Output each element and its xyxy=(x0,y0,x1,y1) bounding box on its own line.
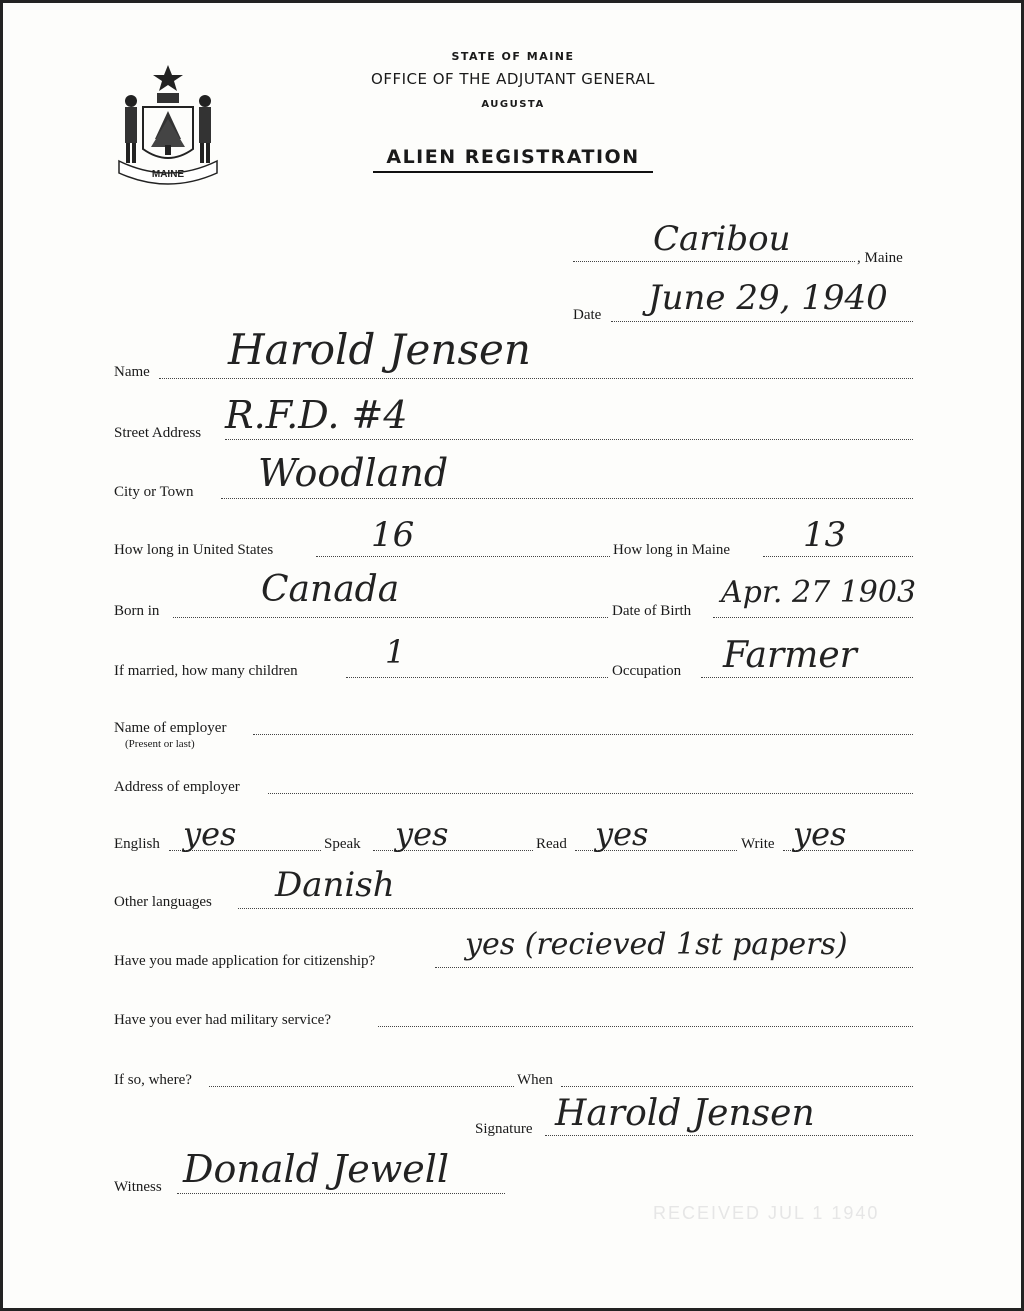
city-label: City or Town xyxy=(114,484,194,500)
signature-line xyxy=(545,1135,913,1136)
english-value[interactable]: yes xyxy=(183,815,237,853)
children-line xyxy=(346,677,608,678)
born-in-label: Born in xyxy=(114,603,160,619)
location-value[interactable]: Caribou xyxy=(653,219,791,259)
location-suffix: , Maine xyxy=(857,250,903,266)
title-underline xyxy=(373,171,653,173)
where-line[interactable] xyxy=(209,1086,514,1087)
city-value[interactable]: Woodland xyxy=(258,451,449,495)
where-label: If so, where? xyxy=(114,1072,192,1088)
street-label: Street Address xyxy=(114,425,202,441)
date-label: Date xyxy=(573,307,602,323)
english-label: English xyxy=(114,836,160,852)
maine-state-seal-icon xyxy=(113,61,223,191)
name-line xyxy=(159,378,913,379)
occupation-line xyxy=(701,677,913,678)
employer-sublabel: (Present or last) xyxy=(125,738,195,750)
header-state: STATE OF MAINE xyxy=(451,50,575,63)
citizenship-value[interactable]: yes (recieved 1st papers) xyxy=(465,927,848,962)
occupation-label: Occupation xyxy=(612,663,682,679)
other-languages-line xyxy=(238,908,913,909)
military-line[interactable] xyxy=(378,1026,913,1027)
employer-address-line[interactable] xyxy=(268,793,913,794)
seal-motto: MAINE xyxy=(151,169,185,180)
how-long-maine-line xyxy=(763,556,913,557)
street-line xyxy=(225,439,913,440)
witness-line xyxy=(177,1193,505,1194)
street-value[interactable]: R.F.D. #4 xyxy=(225,393,408,437)
how-long-us-value[interactable]: 16 xyxy=(371,515,415,555)
header-city: AUGUSTA xyxy=(481,99,545,110)
born-in-line xyxy=(173,617,608,618)
occupation-value[interactable]: Farmer xyxy=(723,635,857,676)
speak-value[interactable]: yes xyxy=(395,815,449,853)
employer-line[interactable] xyxy=(253,734,913,735)
when-line[interactable] xyxy=(561,1086,913,1087)
other-languages-label: Other languages xyxy=(114,894,212,910)
how-long-us-label: How long in United States xyxy=(114,542,274,558)
children-value[interactable]: 1 xyxy=(385,633,406,671)
date-value[interactable]: June 29, 1940 xyxy=(648,278,888,318)
when-label: When xyxy=(517,1072,553,1088)
write-value[interactable]: yes xyxy=(793,815,847,853)
city-line xyxy=(221,498,913,499)
dob-value[interactable]: Apr. 27 1903 xyxy=(721,575,917,610)
employer-label: Name of employer xyxy=(114,720,227,736)
how-long-maine-label: How long in Maine xyxy=(613,542,731,558)
header-office: OFFICE OF THE ADJUTANT GENERAL xyxy=(371,70,655,88)
dob-label: Date of Birth xyxy=(612,603,692,619)
read-label: Read xyxy=(536,836,567,852)
date-line xyxy=(611,321,913,322)
signature-value[interactable]: Harold Jensen xyxy=(555,1093,815,1134)
employer-address-label: Address of employer xyxy=(114,779,240,795)
write-label: Write xyxy=(741,836,775,852)
born-in-value[interactable]: Canada xyxy=(261,569,400,610)
children-label: If married, how many children xyxy=(114,663,298,679)
read-value[interactable]: yes xyxy=(595,815,649,853)
form-title: ALIEN REGISTRATION xyxy=(386,146,640,168)
speak-label: Speak xyxy=(324,836,361,852)
how-long-us-line xyxy=(316,556,610,557)
dob-line xyxy=(713,617,913,618)
signature-label: Signature xyxy=(475,1121,533,1137)
name-value[interactable]: Harold Jensen xyxy=(228,325,531,374)
witness-value[interactable]: Donald Jewell xyxy=(183,1147,450,1191)
location-line xyxy=(573,261,855,262)
name-label: Name xyxy=(114,364,150,380)
citizenship-label: Have you made application for citizenship? xyxy=(114,953,376,969)
witness-label: Witness xyxy=(114,1179,162,1195)
military-label: Have you ever had military service? xyxy=(114,1012,331,1028)
received-stamp: RECEIVED JUL 1 1940 xyxy=(653,1203,880,1223)
how-long-maine-value[interactable]: 13 xyxy=(803,515,847,555)
other-languages-value[interactable]: Danish xyxy=(275,865,395,905)
citizenship-line xyxy=(435,967,913,968)
